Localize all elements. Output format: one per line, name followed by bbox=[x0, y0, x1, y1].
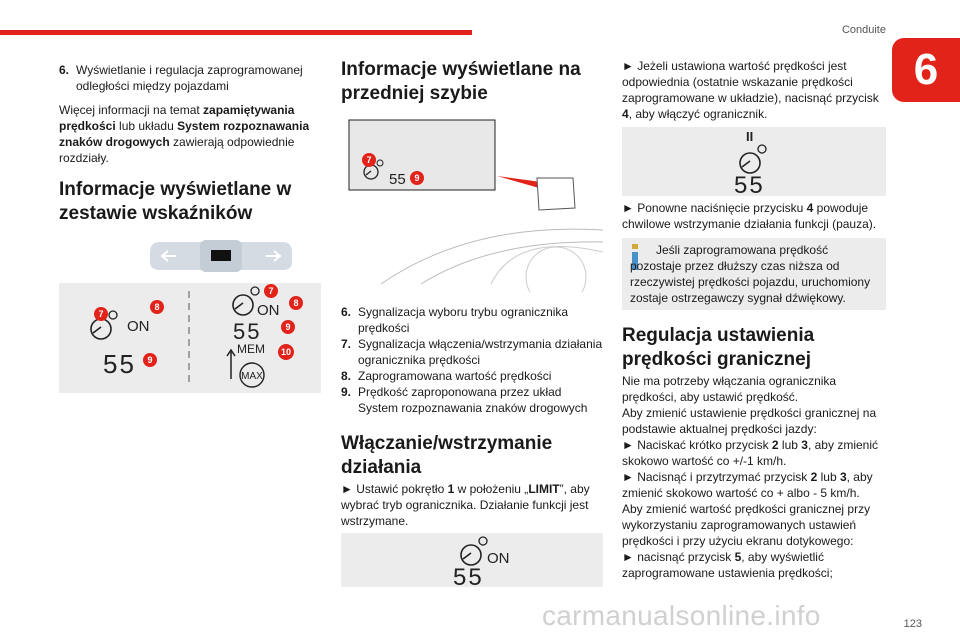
speed-text: 55 bbox=[389, 171, 406, 188]
svg-text:7: 7 bbox=[366, 155, 372, 165]
step-paragraph bbox=[622, 469, 884, 501]
text-run: ► Jeżeli ustawiona wartość prędkości jest odpowiednia (ostatnie wskazanie prędkości zaprogramowane w układzie), nacisnąć przycisk bbox=[622, 59, 879, 105]
item-number: 6. bbox=[341, 305, 352, 319]
section-heading: Informacje wyświetlane na przedniej szybie bbox=[341, 59, 581, 104]
text-run: zawierają odpowiednie rozdziały. bbox=[59, 135, 295, 165]
item-number: 9. bbox=[341, 385, 352, 399]
text-run-bold: 2 bbox=[810, 470, 818, 484]
info-text: Jeśli zaprogramowana prędkość pozostaje przez dłuższy czas niższa od rzeczywistej prędkości pojazdu, uruchomiony zostaje ostrzegawczy sygnał dźwiękowy. bbox=[630, 243, 871, 305]
on-text: ON bbox=[257, 302, 280, 319]
on-text: ON bbox=[487, 550, 510, 567]
item-text: Wyświetlanie i regulacja zaprogramowanej odległości między pojazdami bbox=[76, 63, 303, 93]
text-run: ► nacisnąć przycisk bbox=[622, 550, 735, 564]
text-run: , aby zmienić skokowo wartość co +/-1 km/h. bbox=[622, 438, 878, 468]
badge-7 bbox=[94, 307, 108, 321]
item-text: Sygnalizacja włączenia/wstrzymania działania ogranicznika prędkości bbox=[358, 337, 603, 367]
info-box bbox=[622, 238, 886, 310]
badge-9 bbox=[143, 353, 157, 367]
text-run: ► Ponowne naciśnięcie przycisku bbox=[622, 201, 807, 215]
list-item bbox=[341, 336, 603, 368]
item-text: Sygnalizacja wyboru trybu ogranicznika prędkości bbox=[358, 305, 569, 335]
list-item bbox=[59, 62, 321, 94]
text-run: lub układu bbox=[115, 119, 178, 133]
badge-10 bbox=[278, 344, 294, 360]
item-text: Prędkość zaproponowana przez układ System rozpoznawania znaków drogowych bbox=[358, 385, 588, 415]
speed-text: 55 bbox=[453, 564, 484, 587]
text-run: ”, aby wybrać tryb ogranicznika. Działanie funkcji jest wstrzymane. bbox=[341, 482, 590, 528]
pause-display-figure bbox=[622, 127, 886, 196]
text-run: w położeniu „ bbox=[454, 482, 529, 496]
limiter-pause-drawing bbox=[622, 127, 886, 196]
max-text: MAX bbox=[241, 371, 263, 382]
text-run-bold: 1 bbox=[447, 482, 455, 496]
text-run: , aby zmienić skokowo wartość co + albo - 5 km/h. bbox=[622, 470, 873, 500]
list-item bbox=[341, 368, 603, 384]
paragraph: Aby zmienić wartość prędkości granicznej przy wykorzystaniu zaprogramowanych ustawień prędkości i przy użyciu ekranu dotykowego: bbox=[622, 502, 871, 548]
text-run-bold: System rozpoznawania znaków drogowych bbox=[59, 119, 310, 149]
text-run-bold: LIMIT bbox=[528, 482, 560, 496]
list-item bbox=[341, 384, 603, 416]
badge-8 bbox=[150, 300, 164, 314]
cluster-location-icon bbox=[146, 240, 296, 272]
paragraph: Aby zmienić ustawienie prędkości granicznej na podstawie aktualnej prędkości jazdy: bbox=[622, 406, 877, 436]
text-run: powoduje chwilowe wstrzymanie działania funkcji (pauza). bbox=[622, 201, 877, 231]
item-number: 8. bbox=[341, 369, 352, 383]
watermark: carmanualsonline.info bbox=[542, 600, 821, 631]
text-run-bold: 4 bbox=[806, 201, 814, 215]
header-accent-bar bbox=[0, 30, 472, 35]
text-run: Więcej informacji na temat bbox=[59, 103, 204, 117]
text-run: ► Nacisnąć i przytrzymać przycisk bbox=[622, 470, 811, 484]
text-run: , aby wyświetlić zaprogramowane ustawienia prędkości; bbox=[622, 550, 833, 580]
limiter-on-drawing bbox=[341, 533, 603, 587]
badge-9 bbox=[281, 320, 295, 334]
step-paragraph bbox=[622, 200, 884, 232]
svg-text:10: 10 bbox=[280, 347, 292, 357]
mem-text: MEM bbox=[237, 342, 265, 356]
paragraph: Nie ma potrzeby włączania ogranicznika prędkości, aby ustawić prędkość. bbox=[622, 374, 837, 404]
section-heading: Włączanie/wstrzymanie działania bbox=[341, 433, 553, 478]
svg-text:7: 7 bbox=[268, 286, 274, 296]
text-run-bold: zapamiętywania prędkości bbox=[59, 103, 295, 133]
speed-text: 55 bbox=[734, 172, 765, 196]
speed-text: 55 bbox=[103, 349, 136, 379]
on-text: ON bbox=[127, 318, 150, 335]
section-heading: Regulacja ustawienia prędkości granicznej bbox=[622, 325, 815, 370]
step-paragraph bbox=[622, 549, 884, 581]
item-text: Zaprogramowana wartość prędkości bbox=[358, 369, 552, 383]
svg-text:9: 9 bbox=[414, 173, 420, 183]
list-item bbox=[341, 304, 603, 336]
chapter-number: 6 bbox=[892, 38, 960, 102]
step-paragraph bbox=[622, 58, 880, 122]
cluster-display-figure bbox=[59, 283, 321, 393]
svg-text:8: 8 bbox=[293, 298, 299, 308]
text-run: ► Naciskać krótko przycisk bbox=[622, 438, 772, 452]
text-run-bold: 5 bbox=[734, 550, 742, 564]
text-run-bold: 4 bbox=[622, 107, 629, 121]
badge-7 bbox=[264, 284, 278, 298]
page-number: 123 bbox=[903, 618, 922, 630]
pause-text: II bbox=[746, 129, 754, 144]
text-run: lub bbox=[778, 438, 802, 452]
section-title: Conduite bbox=[841, 24, 886, 36]
section-heading: Informacje wyświetlane w zestawie wskaźników bbox=[59, 179, 292, 224]
text-run-bold: 3 bbox=[801, 438, 808, 452]
text-run-bold: 2 bbox=[771, 438, 779, 452]
legend-list bbox=[341, 304, 603, 416]
text-run-bold: 3 bbox=[839, 470, 847, 484]
cluster-display-drawing bbox=[59, 283, 321, 393]
text-run: , aby włączyć ogranicznik. bbox=[628, 107, 768, 121]
badge-8 bbox=[289, 296, 303, 310]
badge-7 bbox=[362, 153, 376, 167]
badge-9 bbox=[410, 171, 424, 185]
item-number: 6. bbox=[59, 63, 70, 77]
more-info-paragraph bbox=[59, 102, 311, 166]
svg-text:8: 8 bbox=[154, 302, 160, 312]
text-run: ► Ustawić pokrętło bbox=[341, 482, 448, 496]
step-paragraph bbox=[341, 481, 603, 529]
text-run: lub bbox=[817, 470, 840, 484]
on-display-figure bbox=[341, 533, 603, 587]
svg-text:9: 9 bbox=[147, 355, 153, 365]
body-text bbox=[622, 373, 884, 581]
speed-text: 55 bbox=[233, 319, 262, 344]
windscreen-display-illustration bbox=[341, 112, 603, 292]
svg-text:7: 7 bbox=[98, 309, 104, 319]
item-number: 7. bbox=[341, 337, 352, 351]
step-paragraph bbox=[622, 437, 884, 469]
svg-text:9: 9 bbox=[285, 322, 291, 332]
